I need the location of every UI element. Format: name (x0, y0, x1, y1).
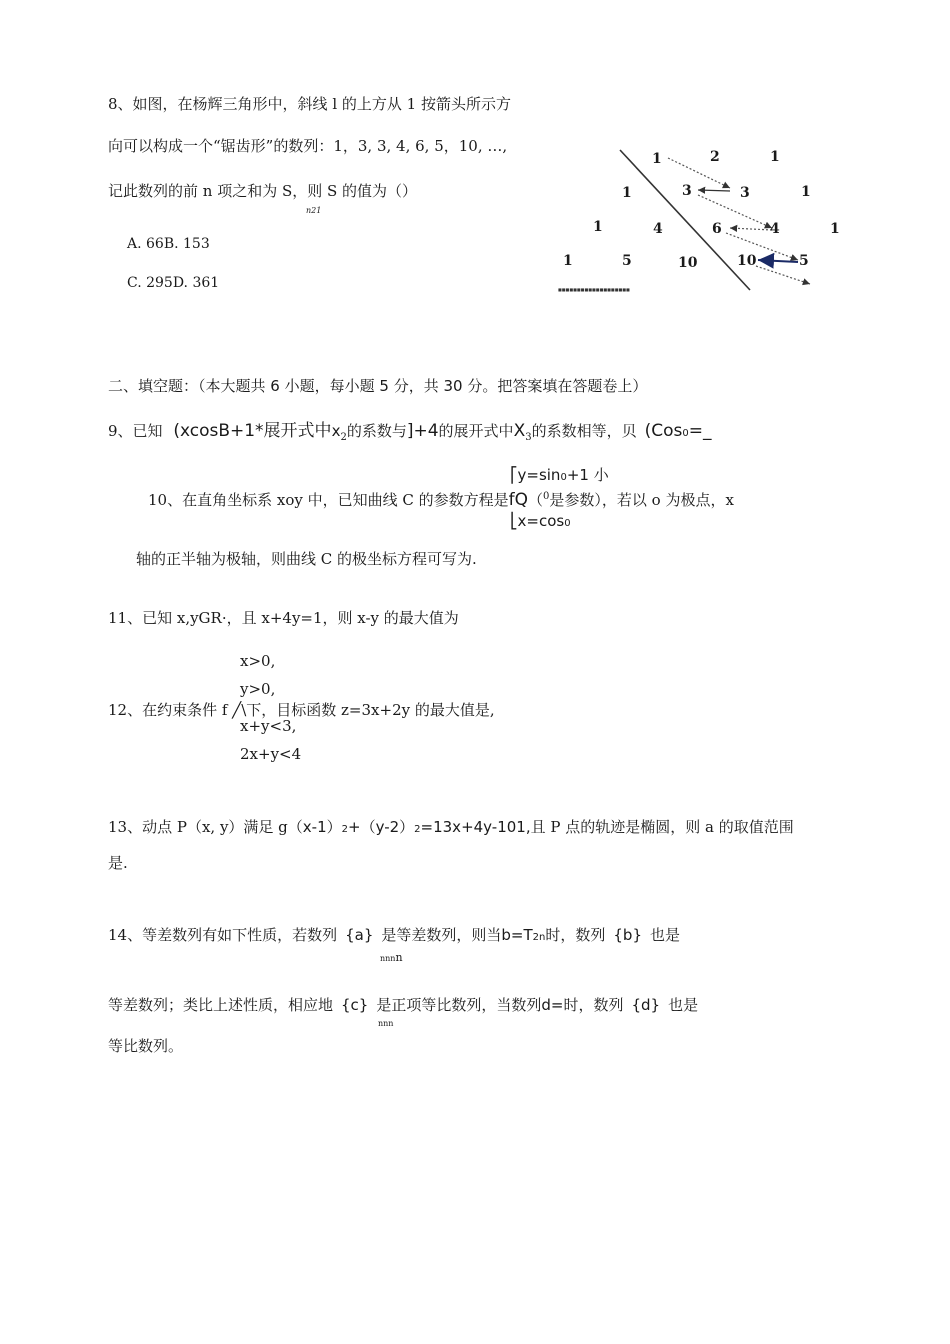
q14-line1 (108, 928, 680, 943)
q8-option-cd: C. 295D. 361 (127, 275, 220, 291)
q8-line3: 记此数列的前 n 项之和为 S，则 S 的值为（） (108, 182, 418, 200)
q14-bn-sub: 2n (532, 932, 546, 943)
section2-heading-a: 二、填空题：（本大题共 (108, 377, 271, 395)
q10-line1 (148, 492, 734, 509)
q14-subs1-a: nnn (380, 954, 396, 963)
arrow-2 (698, 190, 730, 191)
q13-m3: =13x+4y-101, (420, 818, 531, 836)
q9-x3: X (513, 421, 526, 441)
q11-line: 11、已知 x,yGR·，且 x+4y=1，则 x-y 的最大值为 (108, 609, 459, 627)
yh-r3-b: 4 (653, 221, 663, 237)
q14-a: 14、等差数列有如下性质，若数列 (108, 926, 338, 944)
yh-r2-a: 1 (622, 185, 632, 201)
q9-cos-sub: 0 (682, 428, 689, 439)
q12-constraint-1: x>0, (240, 652, 276, 670)
yh-r2-b: 3 (682, 183, 692, 199)
q14-line3: 等比数列。 (108, 1037, 184, 1055)
q10-param-top (510, 468, 609, 483)
yh-r4-b: 5 (622, 253, 632, 269)
q10-fq: fQ (508, 490, 528, 510)
yh-r4-a: 1 (563, 253, 573, 269)
yanghui-triangle-figure (540, 138, 860, 298)
arrow-3 (698, 195, 772, 228)
q14-subs1-b: n (395, 951, 403, 964)
q10-text-b: 是参数），若以 o 为极点，x (549, 491, 734, 509)
q9-x2-sub: 2 (340, 432, 347, 443)
q13-b: 且 P 点的轨迹是椭圆，则 a 的取值范围 (530, 818, 794, 836)
q10-param-bottom (510, 514, 571, 529)
q14-subs2: nnn (378, 1019, 394, 1028)
q9-cos: (Cos (644, 421, 683, 441)
q14-line2-a: 等差数列；类比上述性质，相应地 (108, 996, 334, 1014)
yh-r4-d: 10 (737, 253, 757, 269)
q10-top-0: 0 (560, 472, 567, 483)
section2-num-6: 6 (270, 377, 280, 395)
section2-num-5: 5 (379, 377, 389, 395)
q9-tail: 的系数相等，贝 (531, 422, 637, 440)
q13-a: 13、动点 P（x, y）满足 g（ (108, 818, 303, 836)
q14-bn: b=T (501, 926, 533, 944)
q10-top-b: +1 小 (566, 466, 609, 484)
arrow-4 (730, 228, 772, 230)
q14-seq-d: {d} (631, 996, 661, 1014)
yh-r3-e: 1 (830, 221, 840, 237)
q14-c: 时，数列 (545, 926, 606, 944)
yh-r3-a: 1 (593, 219, 603, 235)
q14-seq-a: {a} (345, 926, 374, 944)
section2-heading-c: 分，共 (388, 377, 444, 395)
q14-line2-b: 是正项等比数列，当数列 (376, 996, 542, 1014)
q10-sup-0: 0 (543, 491, 550, 502)
q14-subs1 (380, 952, 403, 963)
q10-top: ⎡y=sin (510, 466, 561, 484)
q8-line2: 向可以构成一个“锯齿形”的数列：1，3, 3, 4, 6, 5，10, …, (108, 137, 508, 155)
q8-subscript: n21 (306, 206, 322, 215)
yh-r4-e: 5 (799, 253, 809, 269)
q9-prefix: 9、已知 (108, 422, 163, 440)
q8-line1: 8、如图，在杨辉三角形中，斜线 l 的上方从 1 按箭头所示方 (108, 95, 511, 113)
q8-option-ab: A. 66B. 153 (127, 236, 210, 252)
yh-r2-c: 3 (740, 185, 750, 201)
section2-heading-d: 分。把答案填在答题卷上） (462, 377, 648, 395)
q14-line2-d: 也是 (668, 996, 699, 1014)
q14-d: 也是 (649, 926, 680, 944)
q10-line2: 轴的正半轴为极轴，则曲线 C 的极坐标方程可写为. (136, 550, 477, 568)
q10-bottom-0: 0 (564, 518, 571, 529)
yh-r1-a: 1 (652, 151, 662, 167)
q10-bottom: ⎣x=cos (510, 512, 565, 530)
yh-r3-d: 4 (770, 221, 780, 237)
yh-r1-b: 2 (710, 149, 720, 165)
q12-constraint-3: x+y<3, (240, 717, 297, 735)
q12-line: 12、在约束条件 f ╱\下，目标函数 z=3x+2y 的最大值是, (108, 701, 495, 719)
q14-line2-c: 时，数列 (563, 996, 624, 1014)
arrow-6 (758, 260, 798, 262)
q9-expr1: (xcosB+1*展开式中 (173, 421, 332, 441)
yh-caption: ■■■■■■■■■■■■■■■■■■■ (558, 287, 630, 292)
q9-x3-sub: 3 (525, 432, 532, 443)
arrow-1 (668, 158, 730, 188)
q9-blank: =_ (688, 421, 712, 441)
q12-constraint-4: 2x+y<4 (240, 745, 302, 763)
q14-line2 (108, 998, 698, 1013)
q10-paren: （ (527, 491, 543, 509)
section2-num-30: 30 (443, 377, 463, 395)
q13-line1 (108, 820, 794, 835)
yh-r4-c: 10 (678, 255, 698, 271)
q14-seq-b: {b} (613, 926, 642, 944)
q12-constraint-2: y>0, (240, 680, 276, 698)
q13-s2: 2 (414, 824, 421, 835)
yh-r1-c: 1 (770, 149, 780, 165)
q14-dn: d= (541, 996, 564, 1014)
q10-text-a: 10、在直角坐标系 xoy 中，已知曲线 C 的参数方程是 (148, 491, 509, 509)
q13-line2: 是. (108, 854, 128, 872)
q9-mid: 的系数与 (346, 422, 407, 440)
q9-x2: x (331, 422, 341, 440)
q14-seq-c: {c} (341, 996, 369, 1014)
q13-m2: +（y-2） (348, 818, 415, 836)
section2-heading (108, 379, 647, 394)
q9-expr2: ]+4 (406, 421, 439, 441)
yh-r2-d: 1 (801, 184, 811, 200)
q9-mid2: 的展开式中 (438, 422, 514, 440)
yh-r3-c: 6 (712, 221, 722, 237)
q13-m1: x-1） (302, 818, 342, 836)
q9-line (108, 423, 712, 443)
section2-heading-b: 小题，每小题 (279, 377, 380, 395)
q14-b: 是等差数列，则当 (381, 926, 502, 944)
q13-s1: 2 (341, 824, 349, 835)
yanghui-diagram-lines (540, 138, 860, 298)
